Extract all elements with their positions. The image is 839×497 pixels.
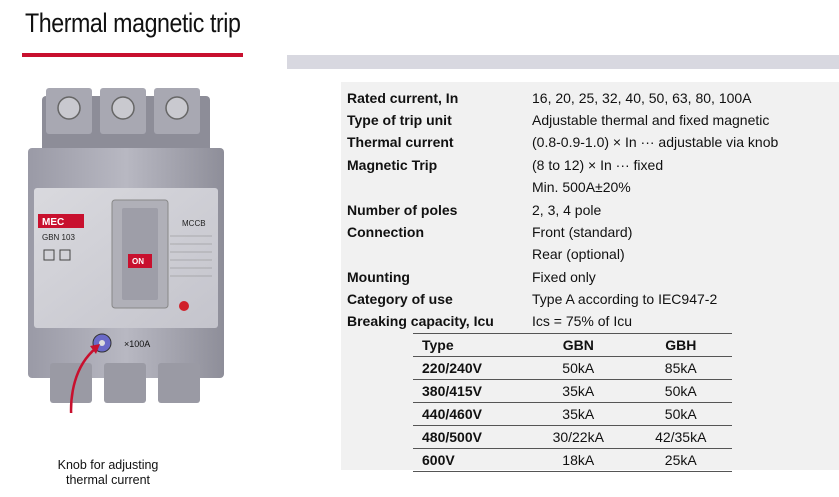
spec-value: Fixed only <box>532 269 596 285</box>
spec-label: Magnetic Trip <box>347 157 438 173</box>
knob-value-label: ×100A <box>124 339 151 349</box>
table-row <box>413 380 732 403</box>
model-label: GBN 103 <box>42 233 75 242</box>
table-row <box>413 357 732 380</box>
spec-label: Thermal current <box>347 134 454 150</box>
mccb-label: MCCB <box>182 219 206 228</box>
spec-value: 2, 3, 4 pole <box>532 202 602 218</box>
title-underline <box>22 53 243 57</box>
table-cell: 35kA <box>527 380 630 403</box>
caption-line-1: Knob for adjusting <box>57 458 159 472</box>
spec-label: Mounting <box>347 269 410 285</box>
table-header-row <box>413 334 732 357</box>
spec-value: Type A according to IEC947-2 <box>532 291 718 307</box>
breaker-image <box>20 78 245 413</box>
knob-caption <box>44 458 172 488</box>
table-cell: 25kA <box>630 449 733 472</box>
spec-label: Category of use <box>347 291 453 307</box>
table-cell: 50kA <box>630 403 733 426</box>
table-header: GBN <box>527 334 630 357</box>
table-cell: 42/35kA <box>630 426 733 449</box>
spec-label: Connection <box>347 224 424 240</box>
spec-label: Number of poles <box>347 202 458 218</box>
table-cell: 50kA <box>630 380 733 403</box>
table-cell: 380/415V <box>413 380 527 403</box>
table-header: GBH <box>630 334 733 357</box>
table-header: Type <box>413 334 527 357</box>
table-row <box>413 426 732 449</box>
table-cell: 220/240V <box>413 357 527 380</box>
table-cell: 35kA <box>527 403 630 426</box>
spec-value: Min. 500A±20% <box>532 179 631 195</box>
spec-value: 16, 20, 25, 32, 40, 50, 63, 80, 100A <box>532 90 752 106</box>
caption-line-2: thermal current <box>65 473 151 487</box>
spec-value: Rear (optional) <box>532 246 625 262</box>
spec-value: Adjustable thermal and fixed magnetic <box>532 112 770 128</box>
table-row <box>413 449 732 472</box>
brand-label: MEC <box>42 217 65 228</box>
table-cell: 18kA <box>527 449 630 472</box>
table-cell: 85kA <box>630 357 733 380</box>
page-title: Thermal magnetic trip <box>25 8 241 38</box>
table-cell: 480/500V <box>413 426 527 449</box>
spec-label: Rated current, In <box>347 90 459 106</box>
table-row <box>413 403 732 426</box>
spec-value: Front (standard) <box>532 224 633 240</box>
table-cell: 50kA <box>527 357 630 380</box>
on-label: ON <box>132 257 144 266</box>
table-cell: 30/22kA <box>527 426 630 449</box>
spec-label: Type of trip unit <box>347 112 452 128</box>
spec-label: Breaking capacity, Icu <box>347 313 494 329</box>
breaking-capacity-table <box>413 333 732 472</box>
spec-value: (0.8-0.9-1.0) × In ··· adjustable via knob <box>532 134 779 150</box>
table-cell: 600V <box>413 449 527 472</box>
table-cell: 440/460V <box>413 403 527 426</box>
header-band <box>287 55 839 69</box>
spec-value: Ics = 75% of Icu <box>532 313 632 329</box>
spec-value: (8 to 12) × In ··· fixed <box>532 157 664 173</box>
